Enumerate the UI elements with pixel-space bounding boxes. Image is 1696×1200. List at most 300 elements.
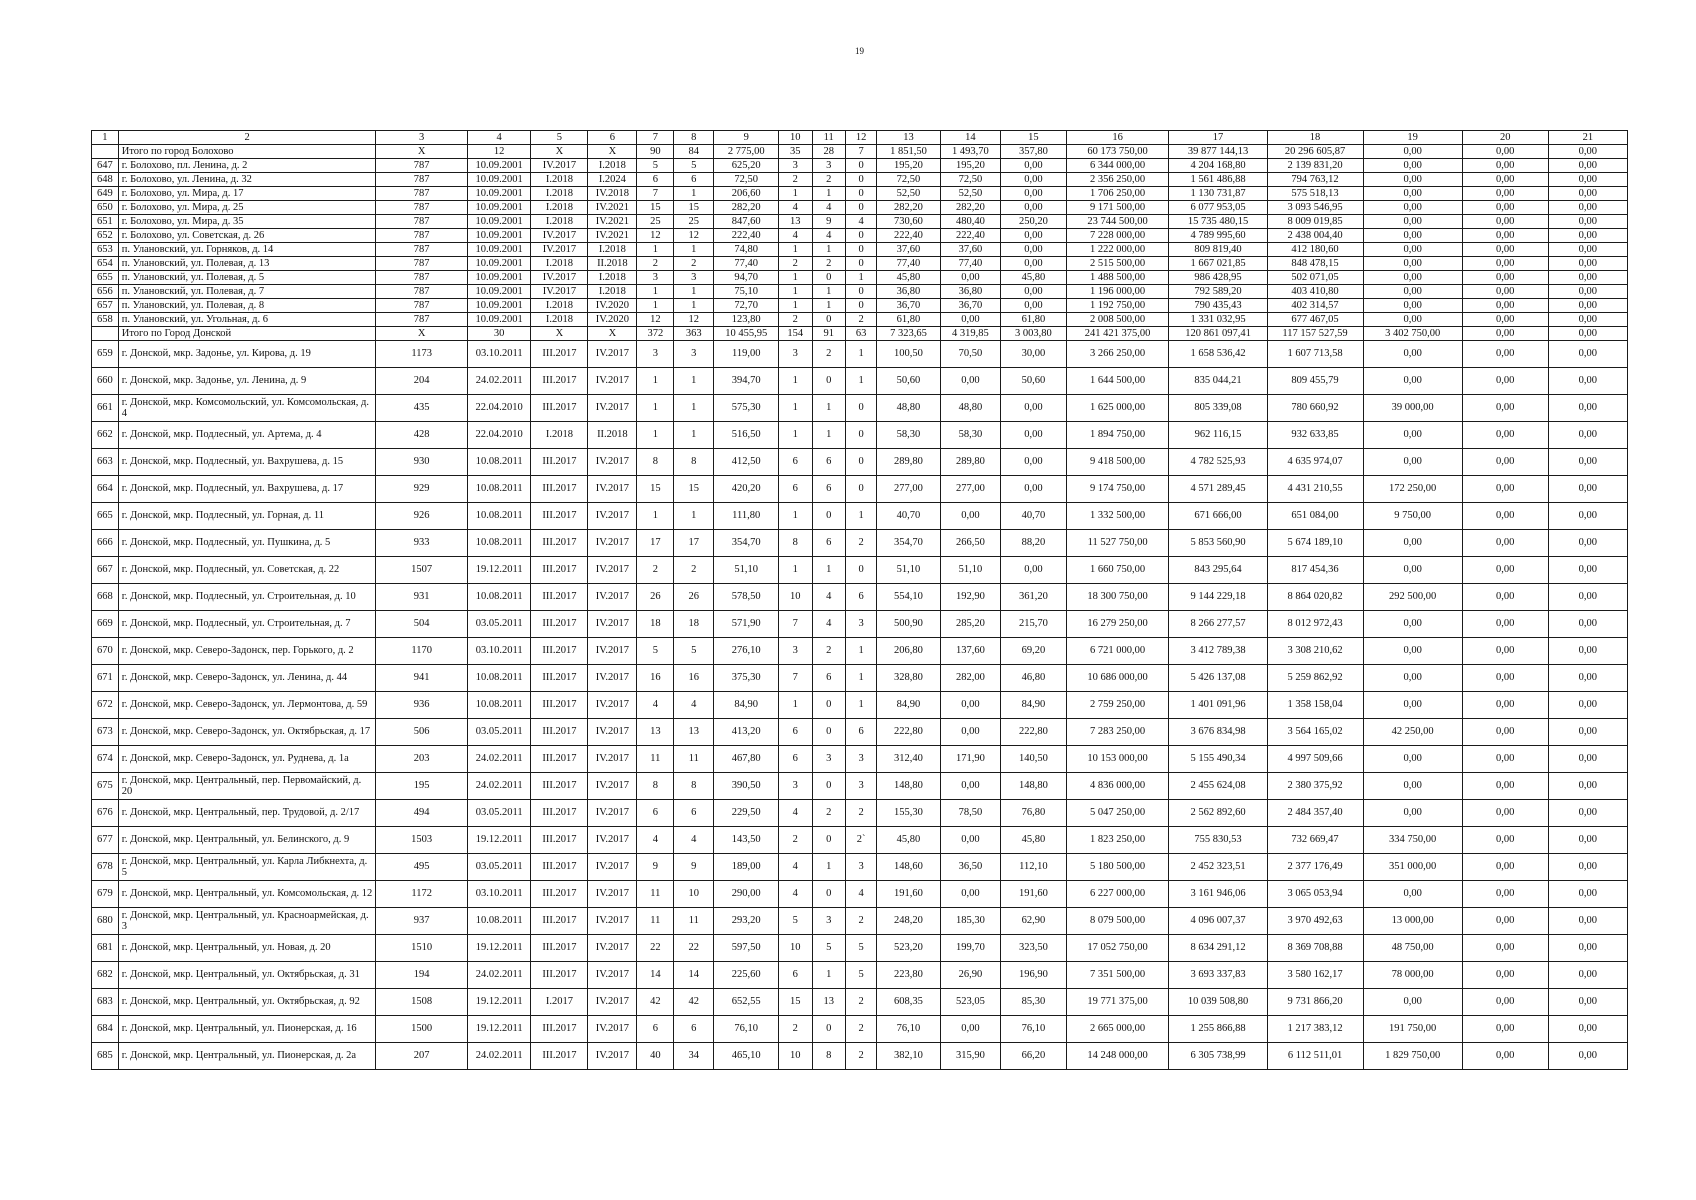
column-number-header: 15 bbox=[1001, 131, 1067, 145]
table-cell: 8 bbox=[779, 530, 812, 557]
table-cell: 74,80 bbox=[714, 243, 779, 257]
table-cell: 222,40 bbox=[714, 229, 779, 243]
table-cell: 4 bbox=[812, 611, 845, 638]
table-cell: 85,30 bbox=[1001, 989, 1067, 1016]
row-index: 672 bbox=[92, 692, 119, 719]
table-cell: 1 217 383,12 bbox=[1267, 1016, 1363, 1043]
table-cell: 6 bbox=[637, 1016, 674, 1043]
table-cell: 0,00 bbox=[1548, 854, 1627, 881]
address-cell: г. Донской, мкр. Центральный, ул. Карла Либкнехта, д. 5 bbox=[118, 854, 376, 881]
table-cell: 35 bbox=[779, 145, 812, 159]
table-cell: III.2017 bbox=[531, 935, 588, 962]
row-index: 679 bbox=[92, 881, 119, 908]
table-cell: 2 008 500,00 bbox=[1066, 313, 1169, 327]
table-cell: 1 bbox=[845, 368, 876, 395]
table-cell: 787 bbox=[376, 173, 467, 187]
table-row bbox=[92, 881, 1628, 908]
table-cell: 0 bbox=[845, 395, 876, 422]
table-row bbox=[92, 1016, 1628, 1043]
column-number-header: 16 bbox=[1066, 131, 1169, 145]
address-cell: г. Донской, мкр. Задонье, ул. Кирова, д. 19 bbox=[118, 341, 376, 368]
table-cell: IV.2017 bbox=[588, 881, 637, 908]
table-cell: 1 bbox=[845, 271, 876, 285]
table-cell: 14 bbox=[674, 962, 714, 989]
table-cell: III.2017 bbox=[531, 854, 588, 881]
table-cell: 215,70 bbox=[1001, 611, 1067, 638]
column-number-header: 3 bbox=[376, 131, 467, 145]
table-cell: 780 660,92 bbox=[1267, 395, 1363, 422]
row-index: 677 bbox=[92, 827, 119, 854]
table-cell: 8 012 972,43 bbox=[1267, 611, 1363, 638]
table-row bbox=[92, 773, 1628, 800]
table-cell: 0 bbox=[845, 449, 876, 476]
table-cell: IV.2017 bbox=[588, 611, 637, 638]
table-row bbox=[92, 503, 1628, 530]
table-cell: 123,80 bbox=[714, 313, 779, 327]
table-cell: IV.2020 bbox=[588, 313, 637, 327]
table-cell: 28 bbox=[812, 145, 845, 159]
table-cell: 51,10 bbox=[714, 557, 779, 584]
table-cell: 0,00 bbox=[1462, 1043, 1548, 1070]
row-index: 673 bbox=[92, 719, 119, 746]
table-cell: 986 428,95 bbox=[1169, 271, 1267, 285]
table-cell: 77,40 bbox=[877, 257, 941, 271]
table-cell: 45,80 bbox=[877, 271, 941, 285]
table-cell: 1 192 750,00 bbox=[1066, 299, 1169, 313]
table-cell: 2 bbox=[845, 313, 876, 327]
table-cell: 931 bbox=[376, 584, 467, 611]
table-cell: 651 084,00 bbox=[1267, 503, 1363, 530]
column-number-header: 18 bbox=[1267, 131, 1363, 145]
table-cell: 20 296 605,87 bbox=[1267, 145, 1363, 159]
table-cell: 1507 bbox=[376, 557, 467, 584]
table-cell: 0 bbox=[845, 201, 876, 215]
address-cell: г. Донской, мкр. Северо-Задонск, ул. Октябрьская, д. 17 bbox=[118, 719, 376, 746]
table-cell: 2 455 624,08 bbox=[1169, 773, 1267, 800]
table-cell: 0,00 bbox=[940, 313, 1000, 327]
table-cell: 0,00 bbox=[1462, 285, 1548, 299]
table-cell: 0,00 bbox=[1548, 557, 1627, 584]
table-cell: 809 455,79 bbox=[1267, 368, 1363, 395]
table-cell: 0,00 bbox=[1363, 746, 1462, 773]
table-cell: 0,00 bbox=[1001, 299, 1067, 313]
table-cell: 4 571 289,45 bbox=[1169, 476, 1267, 503]
table-cell: 516,50 bbox=[714, 422, 779, 449]
table-cell: IV.2017 bbox=[588, 935, 637, 962]
table-cell: I.2018 bbox=[531, 257, 588, 271]
table-cell: 10.08.2011 bbox=[467, 449, 531, 476]
table-cell: IV.2017 bbox=[588, 692, 637, 719]
row-index: 665 bbox=[92, 503, 119, 530]
table-cell: 0,00 bbox=[940, 773, 1000, 800]
table-cell: 52,50 bbox=[877, 187, 941, 201]
table-cell: 12 bbox=[674, 229, 714, 243]
table-cell: 8 864 020,82 bbox=[1267, 584, 1363, 611]
table-cell: 1 bbox=[812, 557, 845, 584]
table-cell: 10.08.2011 bbox=[467, 665, 531, 692]
table-cell: 282,20 bbox=[714, 201, 779, 215]
table-cell: 10.09.2001 bbox=[467, 229, 531, 243]
table-cell: 289,80 bbox=[877, 449, 941, 476]
table-cell: 148,60 bbox=[877, 854, 941, 881]
table-cell: 0,00 bbox=[1462, 271, 1548, 285]
table-cell: 0,00 bbox=[1001, 173, 1067, 187]
table-cell: 6 bbox=[845, 584, 876, 611]
table-cell: 48,80 bbox=[877, 395, 941, 422]
table-cell: 76,80 bbox=[1001, 800, 1067, 827]
table-cell: 1173 bbox=[376, 341, 467, 368]
table-cell: 933 bbox=[376, 530, 467, 557]
table-cell: 13 bbox=[637, 719, 674, 746]
table-cell: 323,50 bbox=[1001, 935, 1067, 962]
table-cell: 0,00 bbox=[1548, 243, 1627, 257]
table-cell: 1 358 158,04 bbox=[1267, 692, 1363, 719]
table-cell: 0 bbox=[812, 271, 845, 285]
table-cell: 58,30 bbox=[940, 422, 1000, 449]
table-cell: 0,00 bbox=[1462, 159, 1548, 173]
table-cell: II.2018 bbox=[588, 257, 637, 271]
table-cell: 10.08.2011 bbox=[467, 908, 531, 935]
table-cell: 6 344 000,00 bbox=[1066, 159, 1169, 173]
table-cell: 0,00 bbox=[1548, 935, 1627, 962]
table-cell: 2 356 250,00 bbox=[1066, 173, 1169, 187]
table-cell: 30,00 bbox=[1001, 341, 1067, 368]
table-cell: 8 634 291,12 bbox=[1169, 935, 1267, 962]
table-cell: IV.2017 bbox=[588, 584, 637, 611]
table-cell: 0,00 bbox=[1548, 215, 1627, 229]
table-cell: 250,20 bbox=[1001, 215, 1067, 229]
table-cell: 1510 bbox=[376, 935, 467, 962]
table-cell: 847,60 bbox=[714, 215, 779, 229]
table-cell: 351 000,00 bbox=[1363, 854, 1462, 881]
table-cell: III.2017 bbox=[531, 962, 588, 989]
table-cell: 0,00 bbox=[1001, 159, 1067, 173]
table-cell: 26 bbox=[674, 584, 714, 611]
table-cell: 2 775,00 bbox=[714, 145, 779, 159]
table-cell: 0,00 bbox=[1001, 395, 1067, 422]
table-cell: 0,00 bbox=[1363, 422, 1462, 449]
table-cell: 8 079 500,00 bbox=[1066, 908, 1169, 935]
table-cell: 3 bbox=[674, 271, 714, 285]
table-cell: 155,30 bbox=[877, 800, 941, 827]
table-row bbox=[92, 476, 1628, 503]
table-cell: 0,00 bbox=[1363, 285, 1462, 299]
table-cell: 282,00 bbox=[940, 665, 1000, 692]
table-cell: 625,20 bbox=[714, 159, 779, 173]
table-cell: X bbox=[531, 145, 588, 159]
table-cell: 46,80 bbox=[1001, 665, 1067, 692]
table-cell: 1 894 750,00 bbox=[1066, 422, 1169, 449]
table-cell: 1 561 486,88 bbox=[1169, 173, 1267, 187]
table-cell: 1 bbox=[637, 243, 674, 257]
table-cell: II.2018 bbox=[588, 422, 637, 449]
table-cell: 171,90 bbox=[940, 746, 1000, 773]
table-cell: 39 000,00 bbox=[1363, 395, 1462, 422]
table-cell: 787 bbox=[376, 159, 467, 173]
table-cell: 0,00 bbox=[1363, 271, 1462, 285]
table-cell: 0,00 bbox=[1548, 881, 1627, 908]
table-cell: 2` bbox=[845, 827, 876, 854]
table-cell: 0 bbox=[812, 773, 845, 800]
table-cell: 0,00 bbox=[1001, 557, 1067, 584]
row-index: 661 bbox=[92, 395, 119, 422]
address-cell: г. Болохово, ул. Мира, д. 25 bbox=[118, 201, 376, 215]
table-cell: 4 bbox=[812, 584, 845, 611]
table-cell: 394,70 bbox=[714, 368, 779, 395]
table-cell: 5 259 862,92 bbox=[1267, 665, 1363, 692]
table-cell: 8 bbox=[637, 449, 674, 476]
table-cell: 3 065 053,94 bbox=[1267, 881, 1363, 908]
table-cell: 1500 bbox=[376, 1016, 467, 1043]
table-row bbox=[92, 229, 1628, 243]
table-cell: 0,00 bbox=[1462, 746, 1548, 773]
table-cell: 22 bbox=[674, 935, 714, 962]
table-cell: 0,00 bbox=[1548, 449, 1627, 476]
table-cell: III.2017 bbox=[531, 395, 588, 422]
table-row bbox=[92, 215, 1628, 229]
table-cell: 0,00 bbox=[1462, 584, 1548, 611]
table-cell: 0,00 bbox=[940, 719, 1000, 746]
table-cell: 203 bbox=[376, 746, 467, 773]
table-cell: 222,80 bbox=[877, 719, 941, 746]
table-cell: 0,00 bbox=[1462, 368, 1548, 395]
table-cell: 10.09.2001 bbox=[467, 187, 531, 201]
table-cell: 10 bbox=[779, 1043, 812, 1070]
table-cell: 3 bbox=[674, 341, 714, 368]
table-cell: 0,00 bbox=[1462, 173, 1548, 187]
table-cell: 3 bbox=[637, 271, 674, 285]
table-cell: 0,00 bbox=[1001, 187, 1067, 201]
table-cell: 0 bbox=[845, 557, 876, 584]
column-number-header: 7 bbox=[637, 131, 674, 145]
table-row bbox=[92, 584, 1628, 611]
table-cell: 5 426 137,08 bbox=[1169, 665, 1267, 692]
address-cell: г. Донской, мкр. Подлесный, ул. Советская, д. 22 bbox=[118, 557, 376, 584]
table-cell: IV.2017 bbox=[531, 285, 588, 299]
table-cell: I.2018 bbox=[531, 299, 588, 313]
table-cell: 4 789 995,60 bbox=[1169, 229, 1267, 243]
table-cell: 0,00 bbox=[1462, 257, 1548, 271]
table-cell: 0,00 bbox=[1548, 530, 1627, 557]
table-cell: 9 144 229,18 bbox=[1169, 584, 1267, 611]
table-cell: 19.12.2011 bbox=[467, 1016, 531, 1043]
row-index: 647 bbox=[92, 159, 119, 173]
table-cell: 13 000,00 bbox=[1363, 908, 1462, 935]
table-row bbox=[92, 449, 1628, 476]
table-cell: 0,00 bbox=[1363, 557, 1462, 584]
table-cell: 42 bbox=[637, 989, 674, 1016]
table-cell: 787 bbox=[376, 271, 467, 285]
table-cell: 3 003,80 bbox=[1001, 327, 1067, 341]
table-cell: 4 782 525,93 bbox=[1169, 449, 1267, 476]
table-cell: 10.09.2001 bbox=[467, 173, 531, 187]
table-cell: 0,00 bbox=[1462, 145, 1548, 159]
table-cell: 3 564 165,02 bbox=[1267, 719, 1363, 746]
table-cell: 1 bbox=[779, 692, 812, 719]
table-cell: 137,60 bbox=[940, 638, 1000, 665]
table-cell: 45,80 bbox=[877, 827, 941, 854]
table-cell: 0,00 bbox=[1548, 271, 1627, 285]
table-cell: 2 484 357,40 bbox=[1267, 800, 1363, 827]
table-cell: I.2018 bbox=[531, 313, 588, 327]
table-cell: 03.05.2011 bbox=[467, 719, 531, 746]
row-index bbox=[92, 145, 119, 159]
table-row bbox=[92, 827, 1628, 854]
table-cell: 37,60 bbox=[877, 243, 941, 257]
table-row bbox=[92, 201, 1628, 215]
table-cell: 2 759 250,00 bbox=[1066, 692, 1169, 719]
table-row bbox=[92, 395, 1628, 422]
table-cell: 0,00 bbox=[1462, 1016, 1548, 1043]
table-cell: 191,60 bbox=[1001, 881, 1067, 908]
table-cell: 3 bbox=[637, 341, 674, 368]
table-cell: 12 bbox=[637, 229, 674, 243]
table-cell: 6 112 511,01 bbox=[1267, 1043, 1363, 1070]
table-cell: 10 bbox=[779, 935, 812, 962]
table-cell: 72,50 bbox=[714, 173, 779, 187]
column-number-header: 20 bbox=[1462, 131, 1548, 145]
table-cell: 412 180,60 bbox=[1267, 243, 1363, 257]
table-cell: 51,10 bbox=[940, 557, 1000, 584]
table-cell: 50,60 bbox=[1001, 368, 1067, 395]
table-cell: 5 674 189,10 bbox=[1267, 530, 1363, 557]
subtotal-row bbox=[92, 145, 1628, 159]
table-cell: 2 bbox=[812, 257, 845, 271]
table-cell: 11 bbox=[637, 746, 674, 773]
table-cell: 328,80 bbox=[877, 665, 941, 692]
table-cell: 6 bbox=[779, 962, 812, 989]
table-cell: 0 bbox=[845, 173, 876, 187]
table-cell: 1 bbox=[779, 557, 812, 584]
table-cell: 597,50 bbox=[714, 935, 779, 962]
table-cell: IV.2017 bbox=[588, 449, 637, 476]
table-cell: 15 735 480,15 bbox=[1169, 215, 1267, 229]
table-cell: 192,90 bbox=[940, 584, 1000, 611]
table-cell: X bbox=[588, 145, 637, 159]
table-cell: 3 970 492,63 bbox=[1267, 908, 1363, 935]
table-cell: 1 bbox=[779, 422, 812, 449]
table-cell: 0 bbox=[845, 257, 876, 271]
table-cell: 11 bbox=[637, 908, 674, 935]
table-cell: I.2018 bbox=[531, 201, 588, 215]
table-cell: 5 155 490,34 bbox=[1169, 746, 1267, 773]
row-index: 656 bbox=[92, 285, 119, 299]
table-cell: 5 853 560,90 bbox=[1169, 530, 1267, 557]
table-cell: 0 bbox=[845, 285, 876, 299]
table-cell: 0,00 bbox=[1548, 159, 1627, 173]
row-index: 653 bbox=[92, 243, 119, 257]
table-cell: 0,00 bbox=[1548, 285, 1627, 299]
table-cell: 36,70 bbox=[940, 299, 1000, 313]
table-cell: 10.09.2001 bbox=[467, 257, 531, 271]
table-cell: III.2017 bbox=[531, 881, 588, 908]
table-cell: 17 bbox=[674, 530, 714, 557]
table-cell: 154 bbox=[779, 327, 812, 341]
table-cell: 1 bbox=[637, 285, 674, 299]
table-cell: 72,70 bbox=[714, 299, 779, 313]
table-cell: 39 877 144,13 bbox=[1169, 145, 1267, 159]
table-cell: 2 bbox=[845, 800, 876, 827]
row-index: 667 bbox=[92, 557, 119, 584]
table-row bbox=[92, 313, 1628, 327]
table-cell: 1 493,70 bbox=[940, 145, 1000, 159]
table-cell: 494 bbox=[376, 800, 467, 827]
table-cell: 45,80 bbox=[1001, 827, 1067, 854]
table-cell: 4 997 509,66 bbox=[1267, 746, 1363, 773]
table-cell: 3 bbox=[779, 773, 812, 800]
table-cell: 277,00 bbox=[940, 476, 1000, 503]
table-cell: 372 bbox=[637, 327, 674, 341]
table-cell: 1 bbox=[779, 187, 812, 201]
table-cell: 1 222 000,00 bbox=[1066, 243, 1169, 257]
table-cell: 571,90 bbox=[714, 611, 779, 638]
table-cell: 1 bbox=[812, 285, 845, 299]
table-cell: 03.05.2011 bbox=[467, 611, 531, 638]
table-cell: 1 bbox=[674, 285, 714, 299]
table-cell: 2 bbox=[779, 827, 812, 854]
address-cell: г. Донской, мкр. Подлесный, ул. Пушкина, д. 5 bbox=[118, 530, 376, 557]
table-cell: 1 bbox=[674, 243, 714, 257]
table-cell: 4 319,85 bbox=[940, 327, 1000, 341]
table-cell: 1 667 021,85 bbox=[1169, 257, 1267, 271]
table-cell: III.2017 bbox=[531, 908, 588, 935]
table-cell: 5 bbox=[674, 159, 714, 173]
table-cell: 608,35 bbox=[877, 989, 941, 1016]
address-cell: Итого по город Болохово bbox=[118, 145, 376, 159]
table-cell: 24.02.2011 bbox=[467, 773, 531, 800]
address-cell: г. Донской, мкр. Комсомольский, ул. Комсомольская, д. 4 bbox=[118, 395, 376, 422]
table-cell: IV.2018 bbox=[588, 187, 637, 201]
table-cell: 504 bbox=[376, 611, 467, 638]
table-cell: IV.2017 bbox=[588, 368, 637, 395]
table-row bbox=[92, 746, 1628, 773]
table-cell: 9 418 500,00 bbox=[1066, 449, 1169, 476]
table-cell: 16 bbox=[637, 665, 674, 692]
table-cell: 10.09.2001 bbox=[467, 313, 531, 327]
table-cell: 1 bbox=[845, 503, 876, 530]
table-cell: 3 093 546,95 bbox=[1267, 201, 1363, 215]
table-cell: 7 283 250,00 bbox=[1066, 719, 1169, 746]
table-cell: 2 bbox=[812, 341, 845, 368]
table-cell: 2 562 892,60 bbox=[1169, 800, 1267, 827]
table-cell: 5 047 250,00 bbox=[1066, 800, 1169, 827]
table-cell: 10.09.2001 bbox=[467, 243, 531, 257]
table-cell: 3 308 210,62 bbox=[1267, 638, 1363, 665]
table-cell: 140,50 bbox=[1001, 746, 1067, 773]
table-cell: 0,00 bbox=[1363, 692, 1462, 719]
table-cell: 0,00 bbox=[1462, 935, 1548, 962]
table-cell: 1 bbox=[674, 299, 714, 313]
table-cell: 1 bbox=[812, 187, 845, 201]
table-cell: 18 bbox=[674, 611, 714, 638]
table-cell: 5 180 500,00 bbox=[1066, 854, 1169, 881]
table-cell: 3 693 337,83 bbox=[1169, 962, 1267, 989]
table-cell: 2 bbox=[779, 173, 812, 187]
table-cell: 2 452 323,51 bbox=[1169, 854, 1267, 881]
table-cell: 62,90 bbox=[1001, 908, 1067, 935]
row-index: 682 bbox=[92, 962, 119, 989]
column-number-header: 17 bbox=[1169, 131, 1267, 145]
table-cell: 1 bbox=[674, 368, 714, 395]
row-index: 654 bbox=[92, 257, 119, 271]
table-cell: 3 bbox=[812, 159, 845, 173]
table-cell: 6 bbox=[845, 719, 876, 746]
table-cell: 76,10 bbox=[877, 1016, 941, 1043]
table-cell: 36,80 bbox=[940, 285, 1000, 299]
table-row bbox=[92, 341, 1628, 368]
table-cell: 36,80 bbox=[877, 285, 941, 299]
table-cell: 0,00 bbox=[1462, 611, 1548, 638]
